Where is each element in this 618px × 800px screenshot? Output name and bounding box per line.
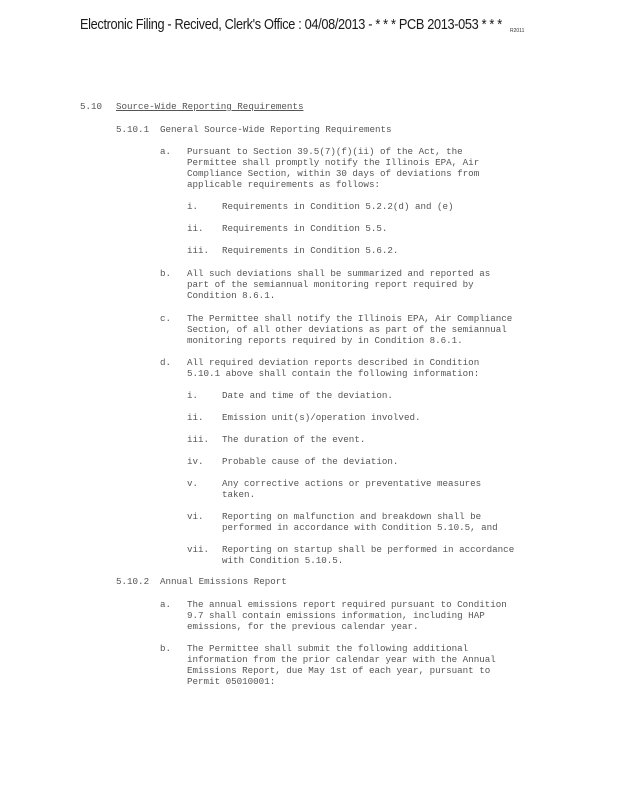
item-label: b. [160, 268, 172, 279]
subitem-text: performed in accordance with Condition 5.10.5, and [222, 522, 498, 533]
subitem-label: ii. [187, 412, 204, 423]
subitem-text: Date and time of the deviation. [222, 390, 393, 401]
paragraph-line: Pursuant to Section 39.5(7)(f)(ii) of the Act, the [187, 146, 463, 157]
subitem-label: iv. [187, 456, 204, 467]
item-label: d. [160, 357, 172, 368]
item-label: c. [160, 313, 172, 324]
subitem-label: i. [187, 390, 199, 401]
paragraph-line: Permit 05010001: [187, 676, 276, 687]
subitem-label: v. [187, 478, 199, 489]
paragraph-line: Permittee shall promptly notify the Illinois EPA, Air [187, 157, 480, 168]
paragraph-line: 5.10.1 above shall contain the following information: [187, 368, 480, 379]
item-label: a. [160, 599, 172, 610]
subsection-title: General Source-Wide Reporting Requirements [160, 124, 392, 135]
subsection-title: Annual Emissions Report [160, 576, 287, 587]
subitem-label: ii. [187, 223, 204, 234]
subitem-text: taken. [222, 489, 256, 500]
filing-stamp-code: R2011 [510, 28, 525, 34]
subitem-text: Requirements in Condition 5.5. [222, 223, 388, 234]
subitem-label: i. [187, 201, 199, 212]
paragraph-line: The Permittee shall notify the Illinois EPA, Air Compliance [187, 313, 513, 324]
subitem-text: Requirements in Condition 5.6.2. [222, 245, 399, 256]
paragraph-line: 9.7 shall contain emissions information, including HAP [187, 610, 485, 621]
paragraph-line: Section, of all other deviations as part of the semiannual [187, 324, 507, 335]
subitem-label: iii. [187, 434, 210, 445]
paragraph-line: All required deviation reports described in Condition [187, 357, 480, 368]
paragraph-line: The annual emissions report required pursuant to Condition [187, 599, 507, 610]
paragraph-line: The Permittee shall submit the following additional [187, 643, 469, 654]
subitem-text: Requirements in Condition 5.2.2(d) and (e) [222, 201, 454, 212]
subitem-text: Emission unit(s)/operation involved. [222, 412, 421, 423]
paragraph-line: Condition 8.6.1. [187, 290, 276, 301]
paragraph-line: Emissions Report, due May 1st of each year, pursuant to [187, 665, 491, 676]
subitem-text: Probable cause of the deviation. [222, 456, 399, 467]
subsection-number: 5.10.2 [116, 576, 150, 587]
paragraph-line: information from the prior calendar year with the Annual [187, 654, 496, 665]
filing-stamp: Electronic Filing - Recived, Clerk's Office : 04/08/2013 - * * * PCB 2013-053 * * * [80, 16, 502, 33]
paragraph-line: part of the semiannual monitoring report required by [187, 279, 474, 290]
subitem-label: vii. [187, 544, 210, 555]
paragraph-line: monitoring reports required by in Condition 8.6.1. [187, 335, 463, 346]
subitem-text: with Condition 5.10.5. [222, 555, 344, 566]
section-number: 5.10 [80, 101, 103, 112]
subsection-number: 5.10.1 [116, 124, 150, 135]
section-title: Source-Wide Reporting Requirements [116, 101, 304, 112]
paragraph-line: All such deviations shall be summarized and reported as [187, 268, 491, 279]
paragraph-line: applicable requirements as follows: [187, 179, 380, 190]
paragraph-line: emissions, for the previous calendar year. [187, 621, 419, 632]
subitem-text: Reporting on startup shall be performed in accordance [222, 544, 515, 555]
subitem-label: iii. [187, 245, 210, 256]
subitem-text: Any corrective actions or preventative measures [222, 478, 482, 489]
paragraph-line: Compliance Section, within 30 days of deviations from [187, 168, 480, 179]
subitem-text: Reporting on malfunction and breakdown shall be [222, 511, 482, 522]
subitem-label: vi. [187, 511, 204, 522]
item-label: b. [160, 643, 172, 654]
subitem-text: The duration of the event. [222, 434, 366, 445]
item-label: a. [160, 146, 172, 157]
